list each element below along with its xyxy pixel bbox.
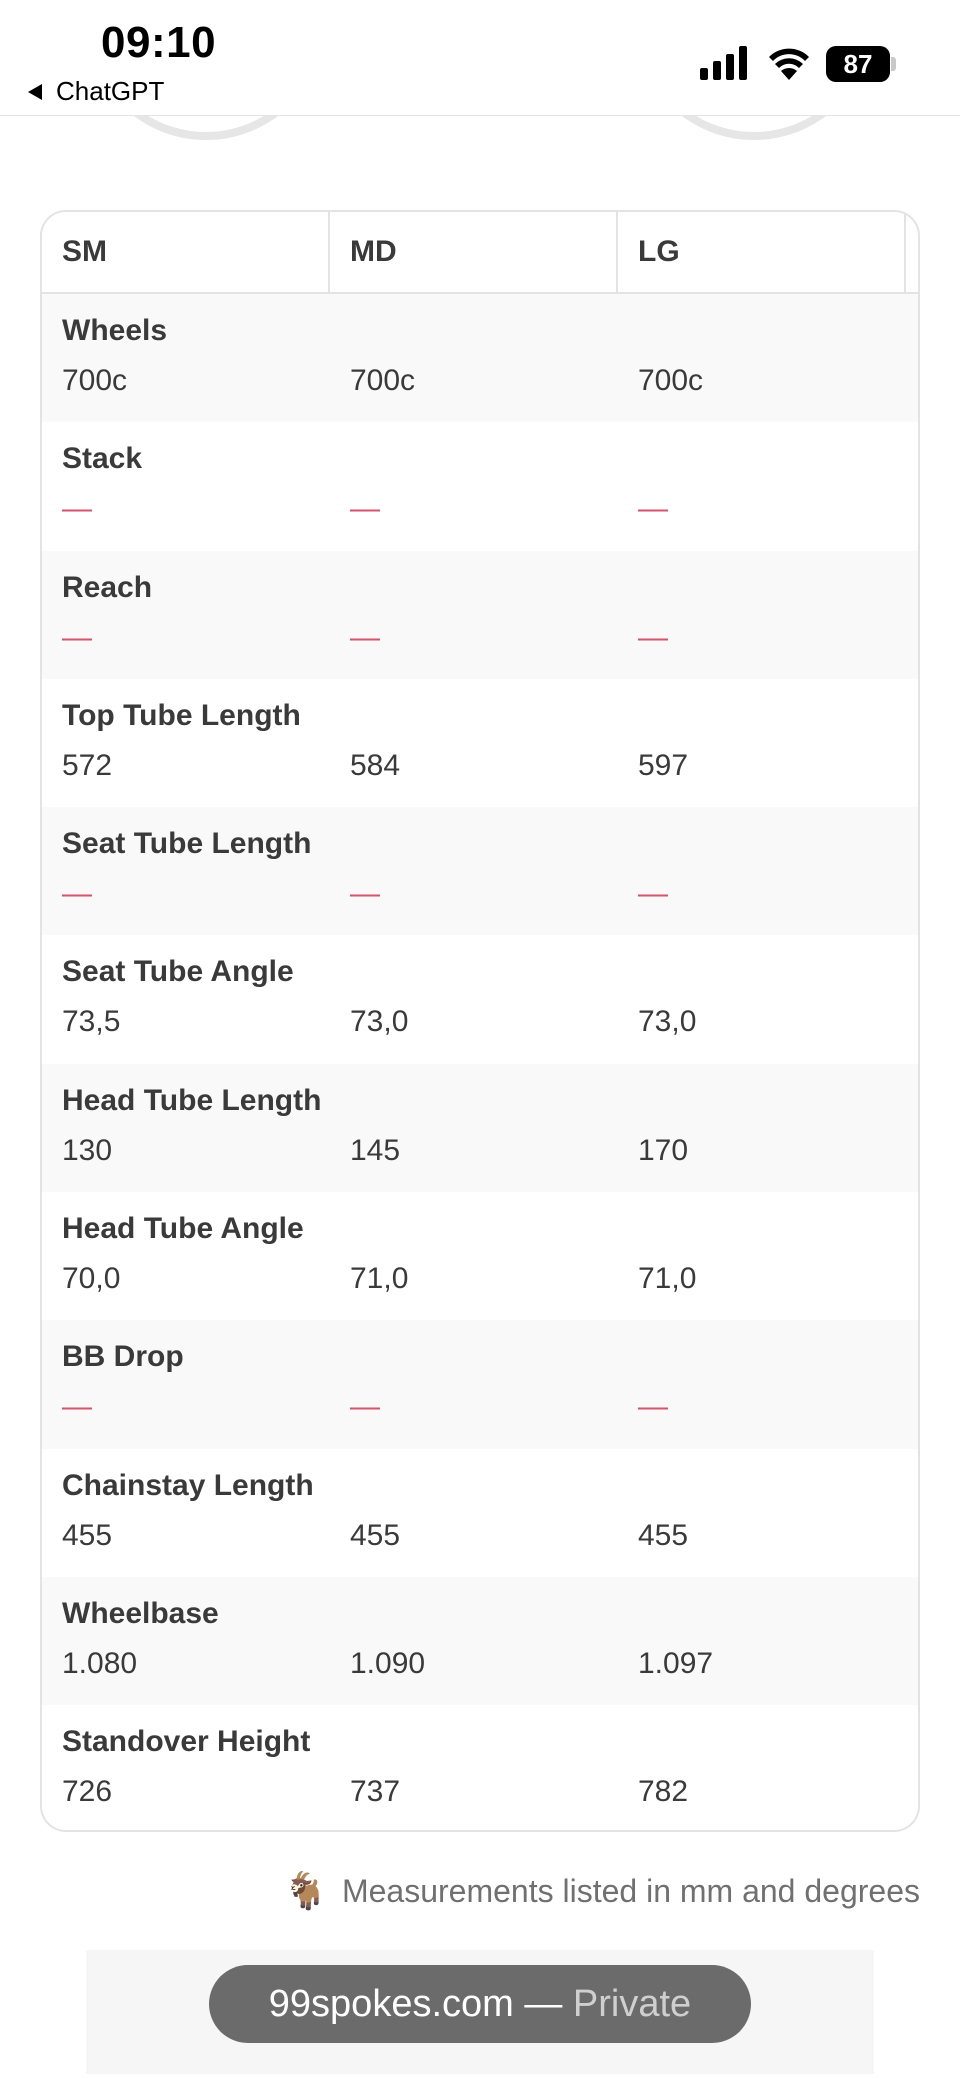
row-label: Head Tube Length bbox=[62, 1083, 322, 1117]
status-time: 09:10 bbox=[101, 18, 217, 67]
row-value-sm: 700c bbox=[62, 364, 128, 397]
row-value-md: — bbox=[350, 1390, 380, 1424]
cellular-signal-icon bbox=[700, 46, 750, 80]
table-row bbox=[42, 1320, 918, 1448]
row-value-lg: 700c bbox=[638, 364, 704, 397]
geometry-table bbox=[40, 210, 920, 1832]
row-label: Seat Tube Angle bbox=[62, 955, 294, 989]
table-row bbox=[42, 807, 918, 935]
row-value-md: — bbox=[350, 492, 380, 526]
row-value-sm: 726 bbox=[62, 1775, 113, 1809]
row-value-lg: 71,0 bbox=[638, 1262, 697, 1296]
row-label: BB Drop bbox=[62, 1340, 184, 1374]
goat-icon: 🐐 bbox=[283, 1870, 328, 1911]
table-row bbox=[42, 1449, 918, 1577]
address-separator: — bbox=[513, 1983, 573, 2025]
geometry-rows bbox=[42, 294, 918, 1832]
private-mode-label: Private bbox=[572, 1983, 692, 2025]
row-value-md: — bbox=[350, 877, 380, 911]
table-row bbox=[42, 679, 918, 807]
row-value-lg: 1.097 bbox=[638, 1646, 714, 1680]
table-row bbox=[42, 1577, 918, 1705]
row-value-lg: 597 bbox=[638, 748, 689, 782]
row-value-sm: 70,0 bbox=[62, 1262, 121, 1296]
table-row bbox=[42, 1192, 918, 1320]
row-value-sm: — bbox=[62, 620, 92, 654]
row-value-lg: — bbox=[638, 877, 668, 911]
size-header-lg[interactable]: LG bbox=[638, 235, 680, 268]
row-label: Standover Height bbox=[62, 1725, 311, 1759]
back-link-label: ChatGPT bbox=[56, 76, 165, 106]
row-label: Wheels bbox=[62, 314, 168, 347]
row-value-sm: 130 bbox=[62, 1133, 113, 1167]
row-value-sm: — bbox=[62, 877, 92, 911]
row-value-lg: 455 bbox=[638, 1518, 689, 1552]
size-header-sm[interactable]: SM bbox=[62, 235, 107, 268]
row-value-sm: 572 bbox=[62, 748, 113, 782]
wifi-icon bbox=[768, 46, 810, 80]
battery-icon bbox=[826, 46, 896, 82]
address-domain: 99spokes.com bbox=[268, 1983, 514, 2025]
back-to-app-link[interactable] bbox=[28, 76, 164, 107]
row-label: Head Tube Angle bbox=[62, 1212, 304, 1246]
row-value-md: 73,0 bbox=[350, 1005, 409, 1039]
measurement-note bbox=[283, 1870, 920, 1912]
row-value-sm: 455 bbox=[62, 1518, 113, 1552]
row-label: Stack bbox=[62, 442, 143, 476]
row-value-lg: 782 bbox=[638, 1775, 689, 1809]
battery-cap bbox=[891, 57, 896, 71]
row-value-md: 455 bbox=[350, 1518, 401, 1552]
row-label: Seat Tube Length bbox=[62, 827, 312, 861]
row-value-sm: — bbox=[62, 492, 92, 526]
table-row bbox=[42, 551, 918, 679]
row-value-md: 737 bbox=[350, 1775, 401, 1809]
table-row bbox=[42, 422, 918, 550]
row-label: Chainstay Length bbox=[62, 1468, 314, 1502]
size-header-row bbox=[42, 212, 918, 294]
size-header-md[interactable]: MD bbox=[350, 235, 397, 268]
row-value-lg: — bbox=[638, 1390, 668, 1424]
row-value-lg: — bbox=[638, 492, 668, 526]
row-value-md: — bbox=[350, 620, 380, 654]
row-value-sm: 73,5 bbox=[62, 1005, 121, 1039]
row-value-md: 700c bbox=[350, 364, 416, 397]
row-value-md: 71,0 bbox=[350, 1262, 409, 1296]
table-row bbox=[42, 294, 918, 422]
browser-address-pill[interactable] bbox=[209, 1965, 751, 2043]
row-value-lg: — bbox=[638, 620, 668, 654]
row-value-lg: 73,0 bbox=[638, 1005, 697, 1039]
row-label: Reach bbox=[62, 570, 153, 604]
back-triangle-icon bbox=[28, 84, 42, 100]
table-row bbox=[42, 935, 918, 1063]
row-value-sm: — bbox=[62, 1390, 92, 1424]
header-divider bbox=[904, 212, 906, 292]
table-row bbox=[42, 1064, 918, 1192]
row-label: Top Tube Length bbox=[62, 698, 301, 732]
measurement-note-text: Measurements listed in mm and degrees bbox=[341, 1872, 920, 1909]
row-value-md: 584 bbox=[350, 748, 401, 782]
table-row bbox=[42, 1705, 918, 1832]
row-label: Wheelbase bbox=[62, 1596, 219, 1630]
row-value-sm: 1.080 bbox=[62, 1646, 138, 1680]
status-bar bbox=[0, 0, 960, 116]
row-value-md: 1.090 bbox=[350, 1646, 426, 1680]
row-value-md: 145 bbox=[350, 1133, 401, 1167]
row-value-lg: 170 bbox=[638, 1133, 689, 1167]
battery-level: 87 bbox=[826, 46, 890, 82]
